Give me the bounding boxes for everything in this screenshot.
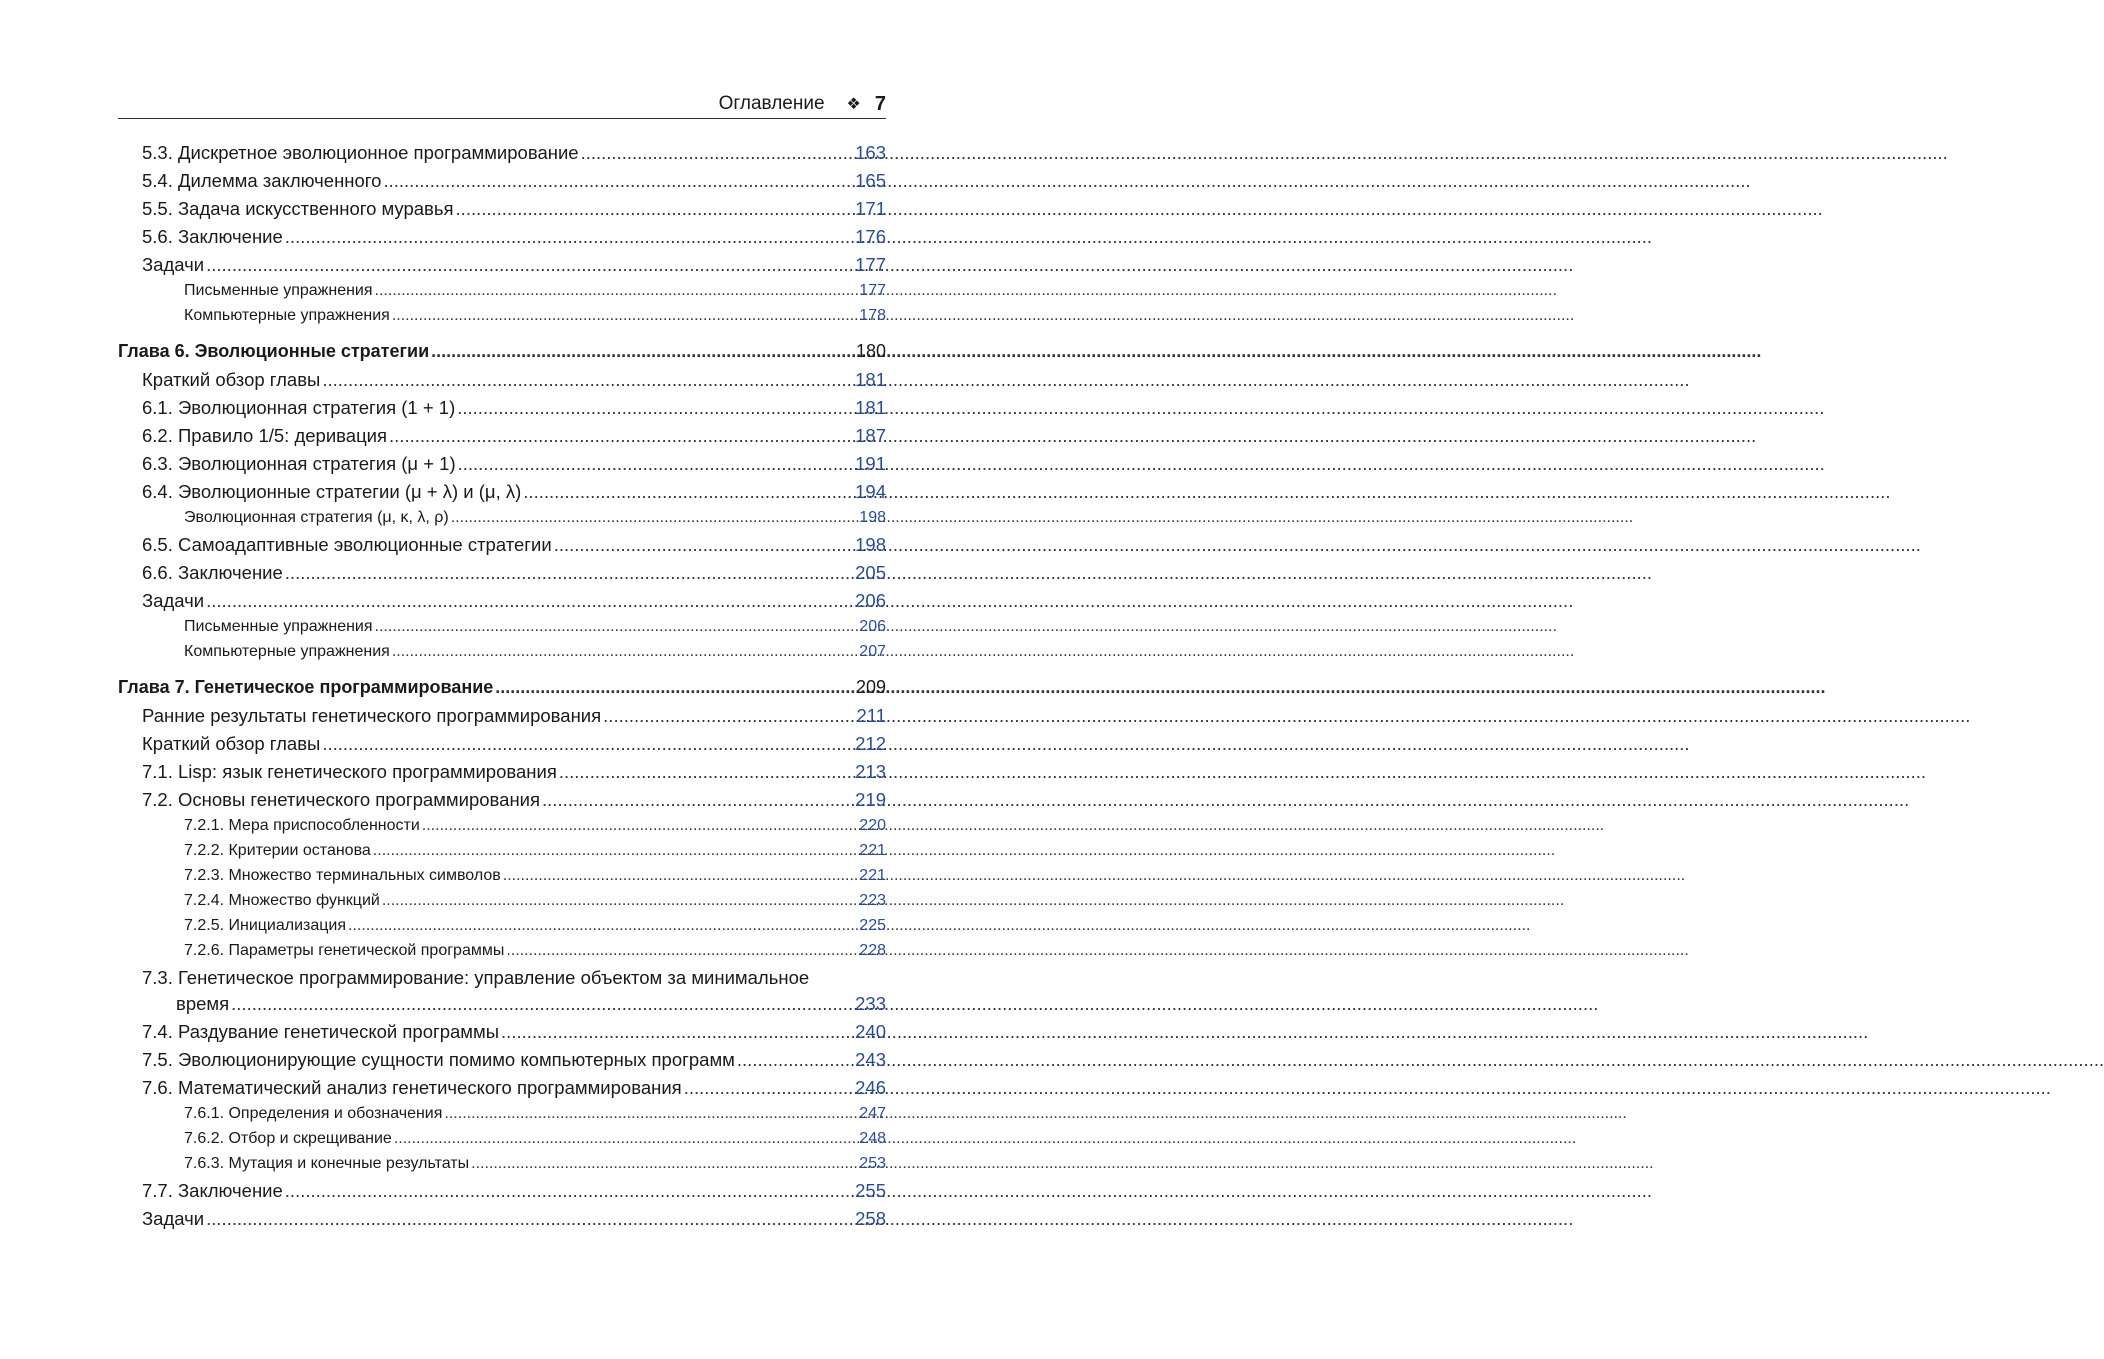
header-section-title: Оглавление xyxy=(718,93,825,114)
leader-dots xyxy=(503,867,858,885)
toc-entry-title: 7.4. Раздувание генетической программы xyxy=(142,1021,500,1042)
chapter-gap xyxy=(118,332,886,341)
toc-page-number[interactable]: 163 xyxy=(855,142,886,163)
toc-section-entry[interactable] xyxy=(118,1049,886,1077)
leader-dots xyxy=(382,892,857,910)
leader-dots xyxy=(458,453,854,475)
toc-page-number[interactable]: 198 xyxy=(855,534,886,555)
toc-entry-title: 6.1. Эволюционная стратегия (1 + 1) xyxy=(142,397,456,418)
toc-page-number[interactable]: 165 xyxy=(855,170,886,191)
toc-chapter-entry[interactable] xyxy=(118,341,886,369)
toc-page-number[interactable]: 180 xyxy=(855,341,886,361)
leader-dots xyxy=(737,1049,853,1071)
toc-section-entry[interactable] xyxy=(118,761,886,789)
toc-entry-title: 7.2.2. Критерии останова xyxy=(184,842,371,859)
leader-dots xyxy=(559,761,853,783)
table-of-contents xyxy=(118,142,886,1236)
toc-section-entry[interactable] xyxy=(118,142,886,170)
leader-dots xyxy=(392,643,857,661)
toc-section-entry[interactable] xyxy=(118,226,886,254)
toc-section-entry[interactable] xyxy=(118,1021,886,1049)
toc-entry-title: Задачи xyxy=(142,590,205,611)
toc-chapter-entry[interactable] xyxy=(118,677,886,705)
toc-page-number[interactable]: 228 xyxy=(859,942,886,959)
toc-entry-title: Глава 6. Эволюционные стратегии xyxy=(118,341,430,361)
leader-dots xyxy=(206,1208,853,1230)
toc-section-entry[interactable] xyxy=(118,453,886,481)
ornament-icon: ❖ xyxy=(846,96,861,113)
page-number: 7 xyxy=(874,92,886,115)
leader-dots xyxy=(389,425,853,447)
toc-entry-title: 7.2.6. Параметры генетической программы xyxy=(184,942,505,959)
toc-subsection-entry[interactable] xyxy=(118,618,886,643)
leader-dots xyxy=(285,562,853,584)
leader-dots xyxy=(375,282,858,300)
leader-dots xyxy=(451,509,858,527)
leader-dots xyxy=(206,590,853,612)
toc-section-entry[interactable] xyxy=(118,369,886,397)
toc-page-number[interactable]: 181 xyxy=(855,369,886,390)
toc-page-number[interactable]: 206 xyxy=(859,618,886,635)
leader-dots xyxy=(394,1130,857,1148)
toc-entry-title: 5.4. Дилемма заключенного xyxy=(142,170,382,191)
toc-entry-title: 5.6. Заключение xyxy=(142,226,283,247)
leader-dots xyxy=(375,618,858,636)
toc-entry-title: 6.5. Самоадаптивные эволюционные стратегии xyxy=(142,534,552,555)
toc-page-number[interactable]: 253 xyxy=(859,1155,886,1172)
toc-page-number[interactable]: 223 xyxy=(859,892,886,909)
toc-entry-title: 7.2.1. Мера приспособленности xyxy=(184,817,420,834)
toc-subsection-entry[interactable] xyxy=(118,1155,886,1180)
toc-page-number[interactable]: 221 xyxy=(859,867,886,884)
leader-dots xyxy=(457,397,853,419)
toc-subsection-entry[interactable] xyxy=(118,307,886,332)
toc-entry-title: 7.2.4. Множество функций xyxy=(184,892,380,909)
toc-page-number[interactable]: 213 xyxy=(855,761,886,782)
toc-page-number[interactable]: 221 xyxy=(859,842,886,859)
running-header xyxy=(118,90,886,119)
leader-dots xyxy=(523,481,853,503)
toc-entry-title: Компьютерные упражнения xyxy=(184,307,390,324)
toc-entry-title: 7.1. Lisp: язык генетического программирования xyxy=(142,761,557,782)
toc-entry-title: Задачи xyxy=(142,1208,205,1229)
toc-section-entry[interactable] xyxy=(118,590,886,618)
toc-entry-title: 7.2. Основы генетического программирования xyxy=(142,789,541,810)
leader-dots xyxy=(383,170,853,192)
toc-subsection-entry[interactable] xyxy=(118,1130,886,1155)
toc-subsection-entry[interactable] xyxy=(118,1105,886,1130)
toc-entry-title: Задачи xyxy=(142,254,205,275)
toc-entry-title: 7.6.2. Отбор и скрещивание xyxy=(184,1130,392,1147)
toc-section-entry[interactable] xyxy=(118,397,886,425)
toc-subsection-entry[interactable] xyxy=(118,942,886,967)
toc-page-number[interactable]: 233 xyxy=(855,993,886,1014)
toc-entry-title: Глава 7. Генетическое программирование xyxy=(118,677,494,697)
toc-section-entry[interactable] xyxy=(118,733,886,761)
toc-entry-title: Краткий обзор главы xyxy=(142,733,321,754)
toc-page-number[interactable]: 219 xyxy=(855,789,886,810)
toc-page-number[interactable]: 207 xyxy=(859,643,886,660)
leader-dots xyxy=(431,341,854,362)
toc-entry-title: 7.6.1. Определения и обозначения xyxy=(184,1105,443,1122)
toc-subsection-entry[interactable] xyxy=(118,892,886,917)
toc-entry-title: 7.6. Математический анализ генетического программирования xyxy=(142,1077,682,1098)
toc-section-entry[interactable] xyxy=(118,789,886,817)
toc-page-number[interactable]: 181 xyxy=(855,397,886,418)
toc-entry-title: 5.3. Дискретное эволюционное программирование xyxy=(142,142,579,163)
toc-entry-title: 7.7. Заключение xyxy=(142,1180,283,1201)
toc-page-number[interactable]: 258 xyxy=(855,1208,886,1229)
leader-dots xyxy=(684,1077,853,1099)
toc-page-number[interactable]: 248 xyxy=(859,1130,886,1147)
leader-dots xyxy=(322,369,853,391)
leader-dots xyxy=(444,1105,857,1123)
toc-page-number[interactable]: 255 xyxy=(855,1180,886,1201)
toc-page-number[interactable]: 177 xyxy=(859,282,886,299)
toc-subsection-entry[interactable] xyxy=(118,817,886,842)
toc-entry-title: 6.4. Эволюционные стратегии (μ + λ) и (μ, λ) xyxy=(142,481,522,502)
toc-entry-title: 7.2.5. Инициализация xyxy=(184,917,347,934)
toc-page-number[interactable]: 240 xyxy=(855,1021,886,1042)
leader-dots xyxy=(542,789,853,811)
toc-section-entry[interactable] xyxy=(118,198,886,226)
leader-dots xyxy=(231,993,853,1015)
leader-dots xyxy=(471,1155,857,1173)
toc-entry-continuation xyxy=(118,993,886,1021)
toc-subsection-entry[interactable] xyxy=(118,282,886,307)
toc-page-number[interactable]: 176 xyxy=(855,226,886,247)
toc-entry-title: Компьютерные упражнения xyxy=(184,643,390,660)
toc-page-number[interactable]: 209 xyxy=(855,677,886,697)
toc-subsection-entry[interactable] xyxy=(118,917,886,942)
toc-entry-title: 7.5. Эволюционирующие сущности помимо компьютерных программ xyxy=(142,1049,735,1070)
leader-dots xyxy=(285,1180,853,1202)
toc-entry-title: 7.6.3. Мутация и конечные результаты xyxy=(184,1155,470,1172)
toc-page-number[interactable]: 178 xyxy=(859,307,886,324)
toc-page-number[interactable]: 205 xyxy=(855,562,886,583)
chapter-gap xyxy=(118,668,886,677)
toc-page-number[interactable]: 198 xyxy=(859,509,886,526)
toc-entry-title: Эволюционная стратегия (μ, κ, λ, ρ) xyxy=(184,509,449,526)
toc-section-entry[interactable] xyxy=(118,1208,886,1236)
toc-section-entry[interactable] xyxy=(118,425,886,453)
toc-section-entry[interactable] xyxy=(118,1077,886,1105)
leader-dots xyxy=(456,198,854,220)
toc-entry-title: 6.6. Заключение xyxy=(142,562,283,583)
toc-page-number[interactable]: 247 xyxy=(859,1105,886,1122)
toc-page-number[interactable]: 243 xyxy=(855,1049,886,1070)
leader-dots xyxy=(392,307,857,325)
toc-section-entry[interactable] xyxy=(118,562,886,590)
leader-dots xyxy=(422,817,858,835)
toc-page-number[interactable]: 194 xyxy=(855,481,886,502)
toc-entry-title: 7.3. Генетическое программирование: управление объектом за минимальное xyxy=(142,967,810,988)
toc-subsection-entry[interactable] xyxy=(118,867,886,892)
toc-page-number[interactable]: 177 xyxy=(855,254,886,275)
toc-section-entry[interactable] xyxy=(118,705,886,733)
leader-dots xyxy=(373,842,858,860)
toc-subsection-entry[interactable] xyxy=(118,842,886,867)
toc-subsection-entry[interactable] xyxy=(118,643,886,668)
leader-dots xyxy=(495,677,854,698)
toc-entry-title: 6.2. Правило 1/5: деривация xyxy=(142,425,388,446)
toc-entry-title: Письменные упражнения xyxy=(184,282,373,299)
toc-entry-title: Письменные упражнения xyxy=(184,618,373,635)
toc-entry-multiline[interactable] xyxy=(118,967,886,1021)
toc-entry-title: 6.3. Эволюционная стратегия (μ + 1) xyxy=(142,453,456,474)
toc-entry-title: 5.5. Задача искусственного муравья xyxy=(142,198,454,219)
toc-entry-title: Краткий обзор главы xyxy=(142,369,321,390)
leader-dots xyxy=(206,254,853,276)
toc-entry-title-cont: время xyxy=(176,993,230,1014)
leader-dots xyxy=(554,534,853,556)
toc-page-number[interactable]: 246 xyxy=(855,1077,886,1098)
toc-entry-title: 7.2.3. Множество терминальных символов xyxy=(184,867,501,884)
leader-dots xyxy=(581,142,854,164)
toc-page-number[interactable]: 191 xyxy=(855,453,886,474)
toc-page-number[interactable]: 206 xyxy=(855,590,886,611)
toc-section-entry[interactable] xyxy=(118,254,886,282)
toc-section-entry[interactable] xyxy=(118,1180,886,1208)
toc-page-number[interactable]: 212 xyxy=(855,733,886,754)
leader-dots xyxy=(501,1021,853,1043)
leader-dots xyxy=(603,705,854,727)
toc-page-number[interactable]: 220 xyxy=(859,817,886,834)
toc-section-entry[interactable] xyxy=(118,481,886,509)
toc-page-number[interactable]: 187 xyxy=(855,425,886,446)
toc-subsection-entry[interactable] xyxy=(118,509,886,534)
toc-page-number[interactable]: 225 xyxy=(859,917,886,934)
toc-section-entry[interactable] xyxy=(118,170,886,198)
toc-page-number[interactable]: 211 xyxy=(856,705,886,726)
toc-page-number[interactable]: 171 xyxy=(855,198,886,219)
toc-entry-title: Ранние результаты генетического программирования xyxy=(142,705,602,726)
leader-dots xyxy=(348,917,857,935)
leader-dots xyxy=(506,942,857,960)
toc-section-entry[interactable] xyxy=(118,534,886,562)
leader-dots xyxy=(322,733,853,755)
leader-dots xyxy=(285,226,853,248)
